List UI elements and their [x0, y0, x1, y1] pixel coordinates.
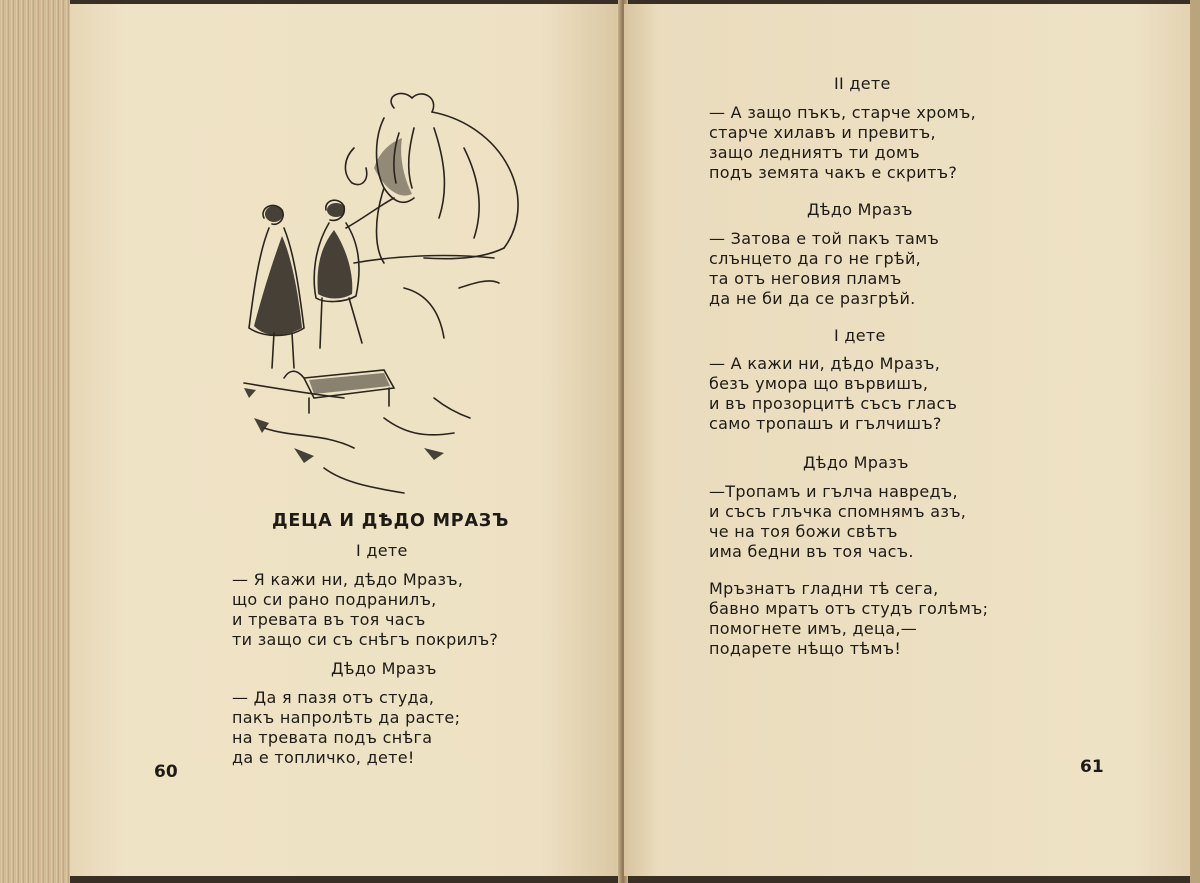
speaker-heading: II дете	[834, 74, 891, 93]
poem-title: ДЕЦА И ДѢДО МРАЗЪ	[272, 511, 510, 531]
verse-line: — А кажи ни, дѣдо Мразъ,	[709, 354, 941, 373]
page-right-edge	[1190, 0, 1200, 883]
page-number-left: 60	[154, 762, 178, 782]
verse-line: — Затова е той пакъ тамъ	[709, 229, 940, 248]
speaker-heading: I дете	[834, 326, 886, 345]
verse-line: старче хилавъ и превитъ,	[709, 123, 936, 142]
verse-line: що си рано подранилъ,	[232, 590, 437, 609]
speaker-heading: Дѣдо Мразъ	[803, 453, 909, 472]
verse-line: слънцето да го не грѣй,	[709, 249, 922, 268]
speaker-heading: I дете	[356, 541, 408, 560]
speaker-heading: Дѣдо Мразъ	[331, 659, 437, 678]
verse-line: на тревата подъ снѣга	[232, 728, 433, 747]
verse-line: подъ земята чакъ е скритъ?	[709, 163, 958, 182]
verse-line: че на тоя божи свѣтъ	[709, 522, 898, 541]
verse-line: — А защо пъкъ, старче хромъ,	[709, 103, 977, 122]
verse-line: и съсъ глъчка спомнямъ азъ,	[709, 502, 967, 521]
verse-line: има бедни въ тоя часъ.	[709, 542, 914, 561]
verse-line: подарете нѣщо тѣмъ!	[709, 639, 902, 658]
verse-line: — Да я пазя отъ студа,	[232, 688, 435, 707]
verse-line: пакъ напролѣть да расте;	[232, 708, 461, 727]
verse-line: —Тропамъ и гълча навредъ,	[709, 482, 958, 501]
verse-line: да е топличко, дете!	[232, 748, 415, 767]
verse-line: Мръзнатъ гладни тѣ сега,	[709, 579, 939, 598]
verse-line: да не би да се разгрѣй.	[709, 289, 916, 308]
verse-line: и тревата въ тоя часъ	[232, 610, 426, 629]
speaker-heading: Дѣдо Мразъ	[807, 200, 913, 219]
verse-line: само тропашъ и гълчишъ?	[709, 414, 942, 433]
verse-line: — Я кажи ни, дѣдо Мразъ,	[232, 570, 464, 589]
page-number-right: 61	[1080, 757, 1104, 777]
verse-line: бавно мратъ отъ студъ голѣмъ;	[709, 599, 989, 618]
grandfather-frost-illustration	[234, 88, 534, 498]
verse-line: ти защо си съ снѣгъ покрилъ?	[232, 630, 499, 649]
verse-line: защо ледниятъ ти домъ	[709, 143, 920, 162]
page-edges	[0, 0, 70, 883]
verse-line: помогнете имъ, деца,—	[709, 619, 918, 638]
verse-line: безъ умора що вървишъ,	[709, 374, 929, 393]
verse-line: и въ прозорцитѣ съсъ гласъ	[709, 394, 958, 413]
verse-line: та отъ неговия пламъ	[709, 269, 902, 288]
